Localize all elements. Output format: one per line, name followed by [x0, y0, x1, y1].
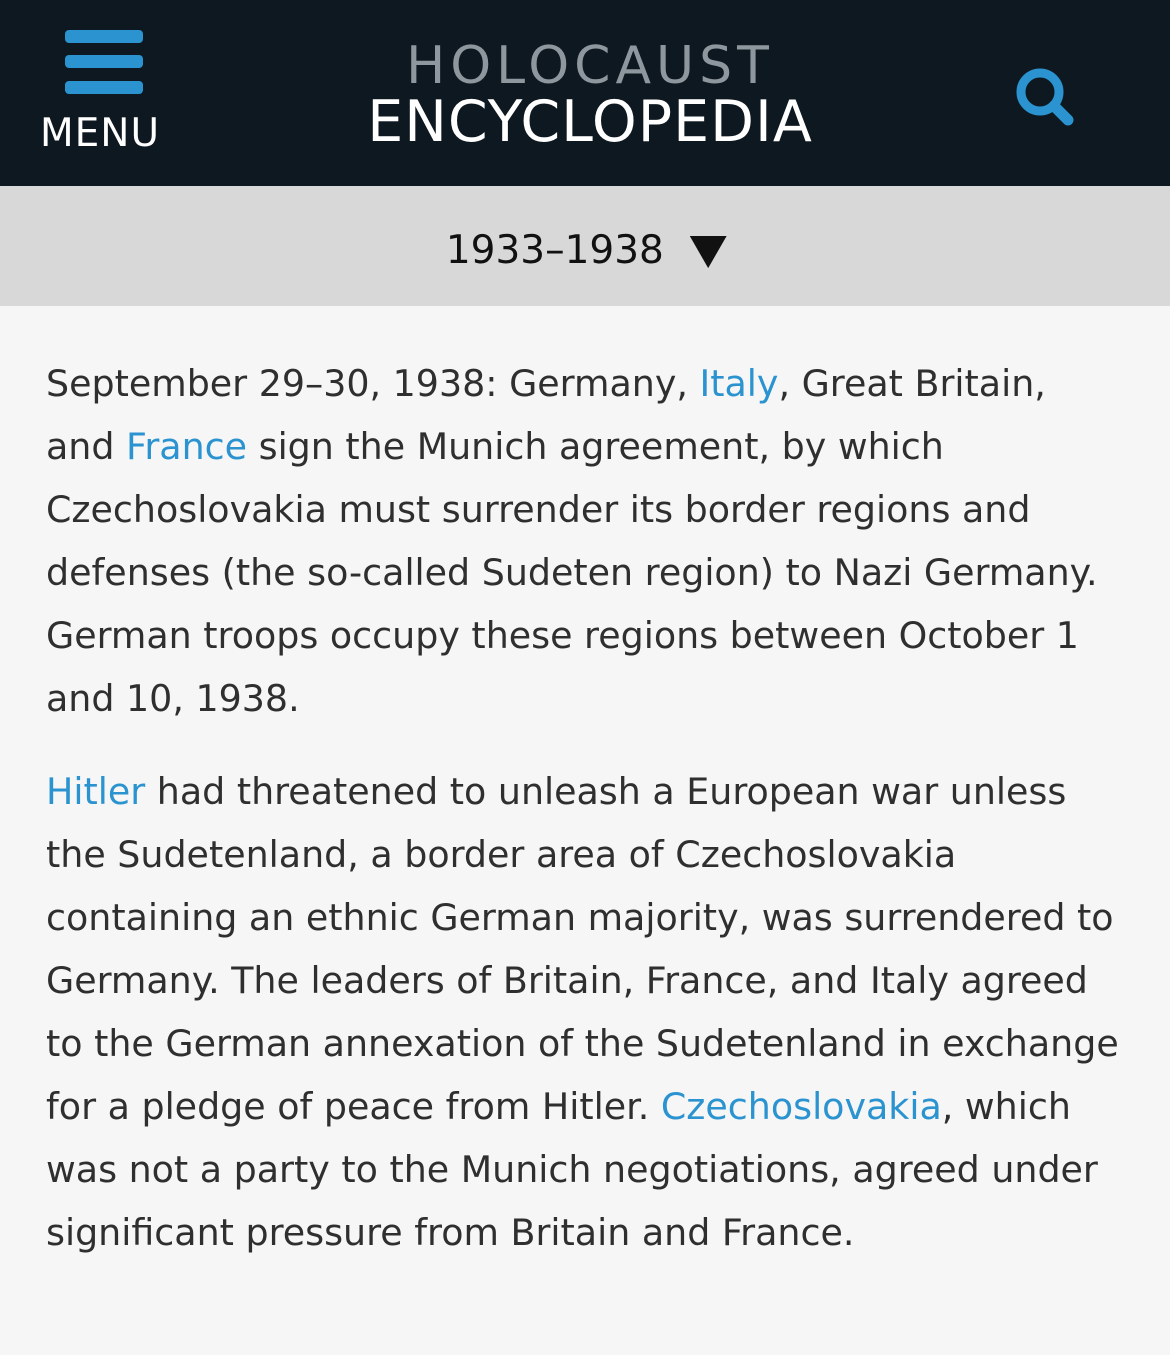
link-hitler[interactable]: Hitler	[46, 770, 146, 813]
article-paragraph-2	[46, 760, 1124, 1264]
article-paragraph-1	[46, 352, 1124, 730]
paragraph-text: sign the Munich agreement, by which Czechoslovakia must surrender its border regions and defenses (the so-called Sudeten region) to Nazi Germany. German troops occupy these regions between October 1 and 10, 1938.	[46, 425, 1098, 720]
paragraph-text: had threatened to unleash a European war unless the Sudetenland, a border area of Czechoslovakia containing an ethnic German majority, was surrendered to Germany. The leaders of Britain, France, and Italy agreed to the German annexation of the Sudetenland in exchange for a pledge of peace from Hitler.	[46, 770, 1119, 1128]
menu-label: MENU	[40, 111, 161, 156]
period-label: 1933–1938	[445, 228, 664, 273]
link-italy[interactable]: Italy	[699, 362, 779, 405]
logo-top-text: HOLOCAUST	[406, 36, 774, 96]
paragraph-text: , Great Britain, and	[46, 362, 1046, 468]
link-france[interactable]: France	[126, 425, 248, 468]
paragraph-text: , which was not a party to the Munich negotiations, agreed under significant pressure from Britain and France.	[46, 1085, 1098, 1254]
dropdown-caret-icon: ▼	[689, 224, 727, 273]
paragraph-text: September 29–30, 1938: Germany,	[46, 362, 700, 405]
logo-bottom-text: ENCYCLOPEDIA	[367, 89, 813, 155]
link-czechoslovakia[interactable]: Czechoslovakia	[660, 1085, 942, 1128]
